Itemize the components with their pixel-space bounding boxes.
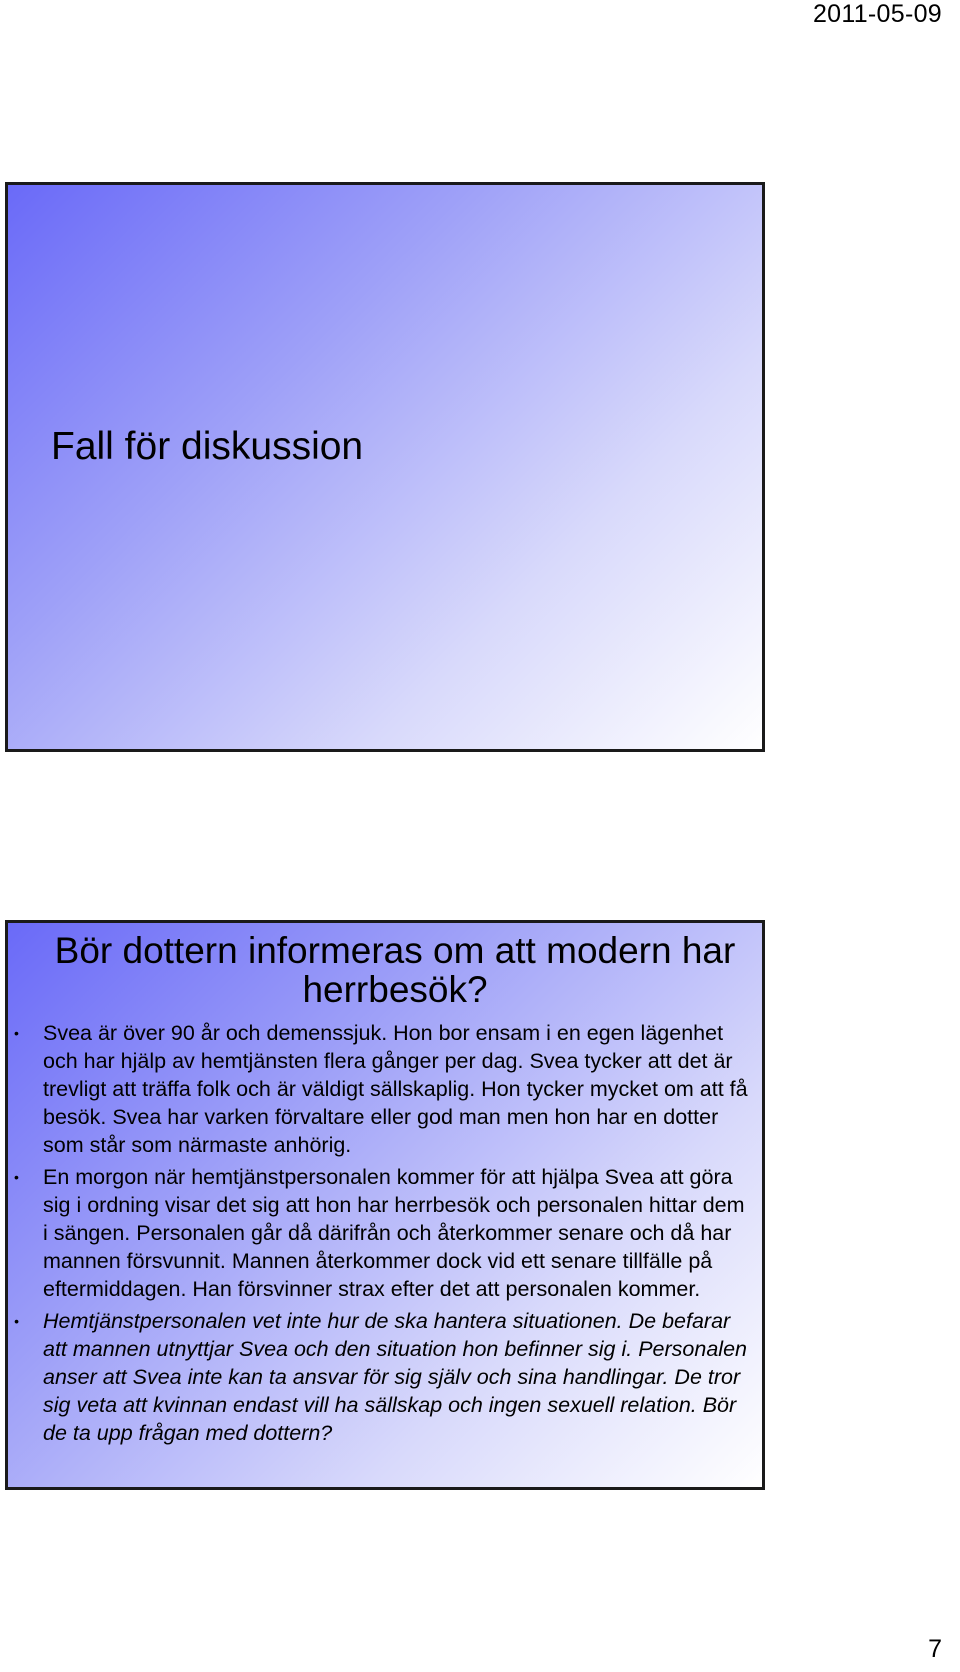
slide-1 [5,182,765,752]
bullet-item [8,1163,750,1303]
slide-2-bullet-list [8,1019,750,1451]
bullet-item [8,1307,750,1447]
bullet-item [8,1019,750,1159]
slide-2 [5,920,765,1490]
bullet-text: Hemtjänstpersonalen vet inte hur de ska hantera situationen. De befarar att mannen utnyttjar Svea och den situation hon befinner sig i. Personalen anser att Svea inte kan ta ansvar för sig själv och sina handlingar. De tror sig veta att kvinnan endast vill ha sällskap och ingen sexuell relation. Bör de ta upp frågan med dottern? [43,1309,747,1445]
bullet-icon: • [14,1313,19,1329]
bullet-text: En morgon när hemtjänstpersonalen kommer för att hjälpa Svea att göra sig i ordning visar det sig att hon har herrbesök och personalen hittar dem i sängen. Personalen går då därifrån och återkommer senare och då har mannen försvunnit. Mannen återkommer dock vid ett senare tillfälle på eftermiddagen. Han försvinner strax efter det att personalen kommer. [43,1165,745,1301]
slide-1-title: Fall för diskussion [51,425,364,468]
slide-2-title [8,931,762,1009]
bullet-icon: • [14,1025,19,1041]
bullet-text: Svea är över 90 år och demenssjuk. Hon bor ensam i en egen lägenhet och har hjälp av hemtjänsten flera gånger per dag. Svea tycker att det är trevligt att träffa folk och är väldigt sällskaplig. Hon tycker mycket om att få besök. Svea har varken förvaltare eller god man men hon har en dotter som står som närmaste anhörig. [43,1021,748,1157]
page-number: 7 [928,1635,942,1663]
bullet-icon: • [14,1169,19,1185]
slide-2-title-line-1: Bör dottern informeras om att modern har [54,930,736,971]
page-date: 2011-05-09 [812,0,942,28]
slide-2-title-line-2: herrbesök? [302,969,488,1010]
